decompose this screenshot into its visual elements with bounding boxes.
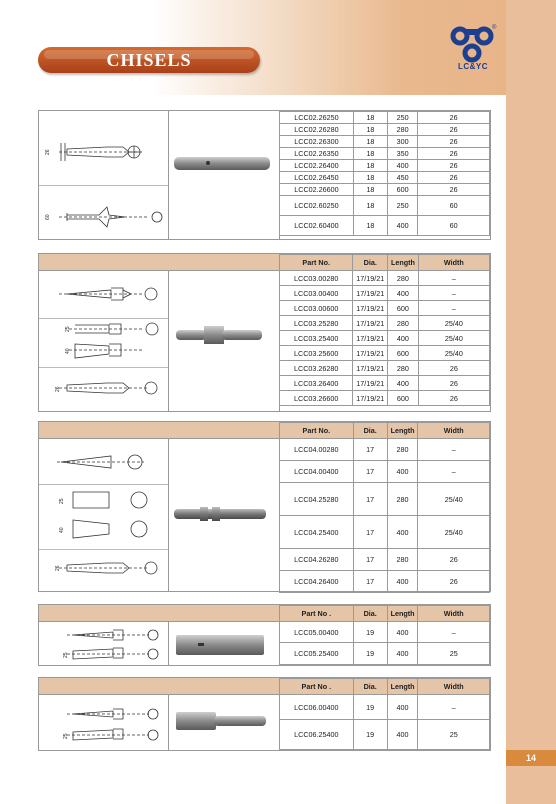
- diameter-cell: 19: [353, 643, 387, 665]
- table-row: [280, 331, 490, 346]
- svg-text:25: 25: [59, 498, 65, 504]
- diameter-cell: 17/19/21: [353, 376, 388, 391]
- table-row: [280, 112, 490, 124]
- table-row: [280, 172, 490, 184]
- diameter-cell: 17/19/21: [353, 391, 388, 406]
- length-cell: 400: [387, 160, 417, 172]
- length-cell: 450: [387, 172, 417, 184]
- chisel-photo-icon: [168, 438, 279, 591]
- width-cell: –: [418, 439, 490, 461]
- part-number-cell: LCC03.00600: [280, 301, 353, 316]
- width-cell: 26: [418, 148, 490, 160]
- width-cell: –: [418, 271, 489, 286]
- spec-table: [279, 254, 490, 406]
- length-cell: 250: [387, 112, 417, 124]
- diameter-cell: 17/19/21: [353, 361, 388, 376]
- table-row: [280, 346, 490, 361]
- column-header: Length: [387, 679, 418, 695]
- part-number-cell: LCC03.25280: [280, 316, 353, 331]
- section-lcc02: [38, 110, 491, 240]
- length-cell: 280: [387, 439, 418, 461]
- part-number-cell: LCC05.00400: [280, 622, 354, 643]
- table-row: [280, 196, 490, 216]
- product-photo: [168, 438, 280, 591]
- page-number: 14: [506, 750, 556, 766]
- chisel-photo-icon: [168, 694, 279, 750]
- part-number-cell: LCC04.00400: [280, 461, 354, 483]
- width-cell: –: [418, 695, 490, 720]
- length-cell: 400: [388, 331, 419, 346]
- length-cell: 400: [387, 216, 417, 236]
- diameter-cell: 18: [353, 172, 387, 184]
- length-cell: 400: [387, 643, 418, 665]
- part-number-cell: LCC04.25400: [280, 516, 354, 549]
- table-row: [280, 439, 490, 461]
- diameter-cell: 19: [353, 720, 387, 750]
- chisel-drawing-icon: [39, 270, 168, 411]
- length-cell: 280: [388, 361, 419, 376]
- length-cell: 300: [387, 136, 417, 148]
- diameter-cell: 17: [353, 461, 387, 483]
- length-cell: 400: [387, 516, 418, 549]
- column-header: Width: [418, 606, 490, 622]
- diameter-cell: 18: [353, 184, 387, 196]
- diameter-cell: 18: [353, 148, 387, 160]
- drawing-cell: [39, 621, 169, 665]
- table-row: [280, 136, 490, 148]
- width-cell: 26: [418, 549, 490, 571]
- diameter-cell: 18: [353, 124, 387, 136]
- diameter-cell: 18: [353, 160, 387, 172]
- width-cell: 25: [418, 643, 490, 665]
- spec-table: [279, 111, 490, 236]
- table-row: [280, 483, 490, 516]
- width-cell: 25/40: [418, 316, 489, 331]
- spec-table: [279, 678, 490, 750]
- column-header: Dia.: [353, 255, 388, 271]
- svg-text:40: 40: [65, 348, 71, 354]
- section-lcc06: [38, 677, 491, 751]
- section-lcc04: [38, 421, 491, 592]
- column-header: Width: [418, 679, 490, 695]
- column-header: Dia.: [353, 679, 387, 695]
- spec-table: [279, 605, 490, 665]
- width-cell: 26: [418, 124, 490, 136]
- width-cell: –: [418, 622, 490, 643]
- part-number-cell: LCC02.60250: [280, 196, 354, 216]
- width-cell: 26: [418, 136, 490, 148]
- svg-text:26: 26: [55, 386, 61, 392]
- table-row: [280, 461, 490, 483]
- table-row: [280, 376, 490, 391]
- width-cell: 60: [418, 216, 490, 236]
- column-header: Part No .: [280, 606, 354, 622]
- svg-text:25: 25: [63, 652, 69, 658]
- svg-text:26: 26: [45, 149, 51, 155]
- chisel-photo-icon: [168, 111, 279, 239]
- table-row: [280, 720, 490, 750]
- part-number-cell: LCC02.26400: [280, 160, 354, 172]
- width-cell: 26: [418, 112, 490, 124]
- diameter-cell: 18: [353, 216, 387, 236]
- part-number-cell: LCC06.00400: [280, 695, 354, 720]
- logo-text: LC&YC: [457, 62, 489, 71]
- part-number-cell: LCC03.25400: [280, 331, 353, 346]
- column-header: Width: [418, 255, 489, 271]
- length-cell: 600: [388, 391, 419, 406]
- length-cell: 280: [387, 483, 418, 516]
- section-lcc03: [38, 253, 491, 412]
- table-row: [280, 271, 490, 286]
- svg-text:26: 26: [55, 565, 61, 571]
- part-number-cell: LCC02.26300: [280, 136, 354, 148]
- part-number-cell: LCC02.26600: [280, 184, 354, 196]
- length-cell: 400: [387, 622, 418, 643]
- diameter-cell: 17/19/21: [353, 346, 388, 361]
- diameter-cell: 17: [353, 516, 387, 549]
- length-cell: 350: [387, 148, 417, 160]
- width-cell: 25/40: [418, 516, 490, 549]
- length-cell: 280: [388, 271, 419, 286]
- part-number-cell: LCC03.25600: [280, 346, 353, 361]
- table-row: [280, 361, 490, 376]
- table-row: [280, 571, 490, 593]
- width-cell: –: [418, 301, 489, 316]
- column-header: Width: [418, 423, 490, 439]
- column-header: Part No.: [280, 423, 354, 439]
- drawing-cell: [39, 111, 169, 239]
- length-cell: 400: [387, 571, 418, 593]
- length-cell: 280: [388, 316, 419, 331]
- chisel-drawing-icon: [39, 111, 168, 239]
- table-row: [280, 622, 490, 643]
- diameter-cell: 17: [353, 571, 387, 593]
- table-row: [280, 216, 490, 236]
- diameter-cell: 17/19/21: [353, 301, 388, 316]
- diameter-cell: 18: [353, 136, 387, 148]
- table-row: [280, 160, 490, 172]
- part-number-cell: LCC04.25280: [280, 483, 354, 516]
- width-cell: 26: [418, 160, 490, 172]
- width-cell: 25: [418, 720, 490, 750]
- width-cell: 25/40: [418, 346, 489, 361]
- length-cell: 600: [388, 346, 419, 361]
- chisel-drawing-icon: [39, 694, 168, 750]
- width-cell: 26: [418, 184, 490, 196]
- chisel-drawing-icon: [39, 621, 168, 665]
- svg-text:25: 25: [65, 326, 71, 332]
- length-cell: 280: [387, 124, 417, 136]
- table-row: [280, 549, 490, 571]
- drawing-cell: [39, 694, 169, 750]
- part-number-cell: LCC05.25400: [280, 643, 354, 665]
- logo-registered-mark: ®: [492, 25, 497, 31]
- product-photo: [168, 270, 280, 411]
- column-header: Length: [387, 423, 418, 439]
- width-cell: 26: [418, 172, 490, 184]
- column-header: Length: [387, 606, 418, 622]
- product-photo: [168, 621, 280, 665]
- width-cell: 26: [418, 391, 489, 406]
- chisel-drawing-icon: [39, 438, 168, 591]
- table-row: [280, 316, 490, 331]
- length-cell: 600: [387, 184, 417, 196]
- diameter-cell: 19: [353, 695, 387, 720]
- length-cell: 400: [387, 461, 418, 483]
- part-number-cell: LCC03.26400: [280, 376, 353, 391]
- diameter-cell: 17/19/21: [353, 271, 388, 286]
- column-header: Length: [388, 255, 419, 271]
- part-number-cell: LCC03.00280: [280, 271, 353, 286]
- part-number-cell: LCC04.26280: [280, 549, 354, 571]
- drawing-cell: [39, 270, 169, 411]
- table-row: [280, 148, 490, 160]
- part-number-cell: LCC03.26600: [280, 391, 353, 406]
- diameter-cell: 17: [353, 439, 387, 461]
- length-cell: 400: [387, 695, 418, 720]
- product-photo: [168, 111, 280, 239]
- part-number-cell: LCC02.60400: [280, 216, 354, 236]
- table-row: [280, 643, 490, 665]
- chisel-photo-icon: [168, 621, 279, 665]
- diameter-cell: 17/19/21: [353, 316, 388, 331]
- length-cell: 400: [387, 720, 418, 750]
- diameter-cell: 18: [353, 112, 387, 124]
- column-header: Dia.: [353, 423, 387, 439]
- page-title: CHISELS: [106, 50, 192, 70]
- table-row: [280, 184, 490, 196]
- width-cell: –: [418, 461, 490, 483]
- table-row: [280, 301, 490, 316]
- diameter-cell: 17/19/21: [353, 331, 388, 346]
- width-cell: 26: [418, 361, 489, 376]
- svg-text:40: 40: [59, 527, 65, 533]
- svg-text:25: 25: [63, 733, 69, 739]
- part-number-cell: LCC02.26250: [280, 112, 354, 124]
- part-number-cell: LCC04.00280: [280, 439, 354, 461]
- diameter-cell: 18: [353, 196, 387, 216]
- table-row: [280, 286, 490, 301]
- diameter-cell: 17: [353, 549, 387, 571]
- drawing-cell: [39, 438, 169, 591]
- column-header: Part No.: [280, 255, 353, 271]
- section-lcc05: [38, 604, 491, 666]
- table-row: [280, 391, 490, 406]
- column-header: Part No .: [280, 679, 354, 695]
- part-number-cell: LCC03.00400: [280, 286, 353, 301]
- side-band: [506, 0, 556, 804]
- chisel-photo-icon: [168, 270, 279, 411]
- table-row: [280, 695, 490, 720]
- width-cell: 25/40: [418, 483, 490, 516]
- part-number-cell: LCC04.26400: [280, 571, 354, 593]
- spec-table: [279, 422, 490, 593]
- width-cell: 60: [418, 196, 490, 216]
- length-cell: 280: [387, 549, 418, 571]
- table-row: [280, 516, 490, 549]
- title-banner: [38, 47, 260, 73]
- part-number-cell: LCC02.26350: [280, 148, 354, 160]
- column-header: Dia.: [353, 606, 387, 622]
- length-cell: 400: [388, 376, 419, 391]
- width-cell: –: [418, 286, 489, 301]
- brand-logo-icon: [446, 24, 498, 80]
- part-number-cell: LCC06.25400: [280, 720, 354, 750]
- width-cell: 26: [418, 376, 489, 391]
- diameter-cell: 17/19/21: [353, 286, 388, 301]
- width-cell: 26: [418, 571, 490, 593]
- width-cell: 25/40: [418, 331, 489, 346]
- part-number-cell: LCC02.26450: [280, 172, 354, 184]
- part-number-cell: LCC03.26280: [280, 361, 353, 376]
- table-row: [280, 124, 490, 136]
- svg-text:60: 60: [45, 214, 51, 220]
- length-cell: 250: [387, 196, 417, 216]
- length-cell: 600: [388, 301, 419, 316]
- diameter-cell: 17: [353, 483, 387, 516]
- length-cell: 400: [388, 286, 419, 301]
- part-number-cell: LCC02.26280: [280, 124, 354, 136]
- diameter-cell: 19: [353, 622, 387, 643]
- product-photo: [168, 694, 280, 750]
